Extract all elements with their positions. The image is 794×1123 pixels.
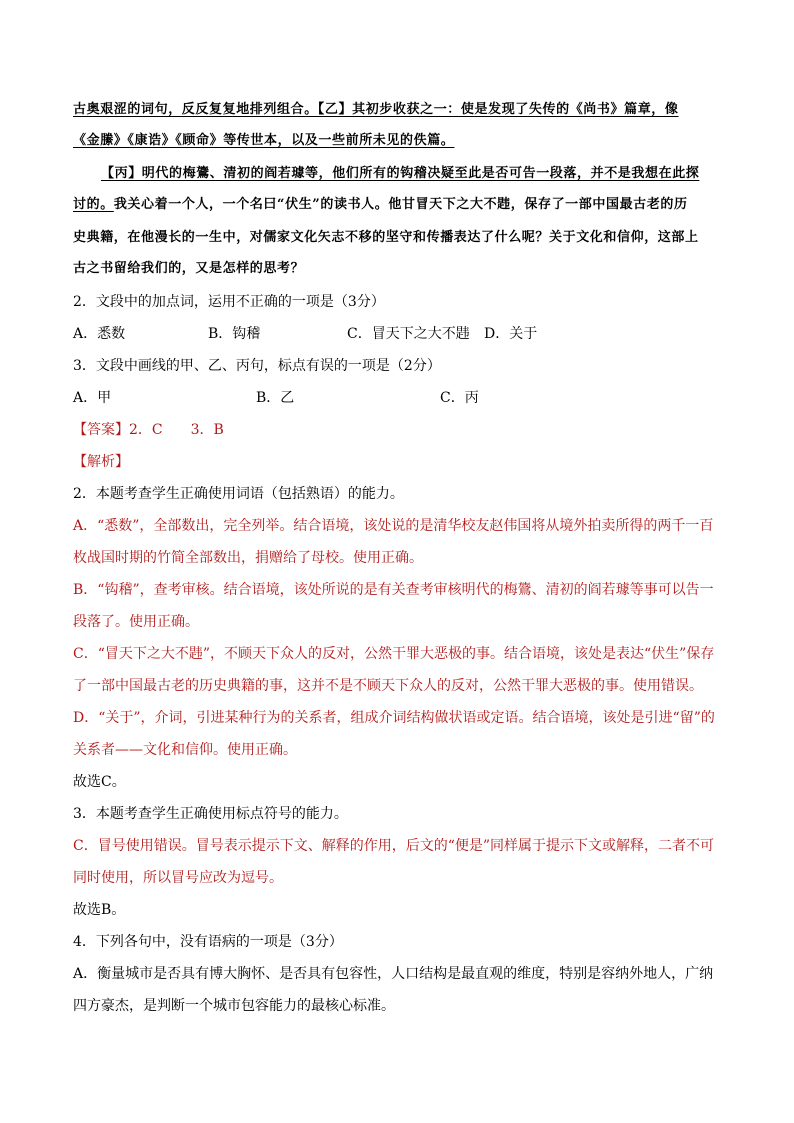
passage-line-3 xyxy=(101,164,699,184)
passage-line-5: 史典籍，在他漫长的一生中，对儒家文化矢志不移的坚守和传播表达了什么呢？关于文化和信仰，这部上 xyxy=(73,230,699,245)
analysis-q2-option-b-line2: 段落了。使用正确。 xyxy=(73,614,199,630)
q4-option-a-line2: 四方豪杰，是判断一个城市包容能力的最核心标准。 xyxy=(73,998,395,1014)
analysis-q3-option-c-line1: C．冒号使用错误。冒号表示提示下文、解释的作用，后文的“便是”同样属于提示下文或解释，二者不可 xyxy=(73,838,715,854)
underlined-sentence-yi-end: 《金縢》《康诰》《顾命》等传世本，以及一些前所未见的佚篇。 xyxy=(73,133,455,148)
analysis-q2-option-d-line1: D．“关于”，介词，引进某种行为的关系者，组成介词结构做状语或定语。结合语境，该处是引进“留”的 xyxy=(73,710,715,726)
q3-option-a: A．甲 xyxy=(73,390,112,406)
analysis-q2-option-a-line1: A．“悉数”，全部数出，完全列举。结合语境，该处说的是清华校友赵伟国将从境外拍卖所得的两千一百 xyxy=(73,518,714,534)
q2-option-c: C．冒天下之大不韪 xyxy=(347,326,470,342)
analysis-label xyxy=(73,452,129,472)
analysis-q3-option-c-line2: 同时使用，所以冒号应改为逗号。 xyxy=(73,870,283,886)
analysis-q3-conclusion: 故选B。 xyxy=(73,902,126,918)
underlined-sentence-bing-end: 讨的。 xyxy=(73,197,114,212)
q2-option-b: B．钩稽 xyxy=(208,326,261,342)
analysis-q2-conclusion: 故选C。 xyxy=(73,774,126,790)
q3-option-b: B．乙 xyxy=(256,390,295,406)
q2-option-d: D．关于 xyxy=(484,326,538,342)
passage-line-4 xyxy=(73,195,688,215)
analysis-q2-option-c-line1: C．“冒天下之大不韪”，不顾天下众人的反对，公然干罪大恶极的事。结合语境，该处是表达“伏生”保存 xyxy=(73,646,715,662)
analysis-q2-intro: 2．本题考查学生正确使用词语（包括熟语）的能力。 xyxy=(73,486,404,502)
passage-line-1 xyxy=(73,100,679,120)
answer-value: 2．C 3．B xyxy=(129,422,224,438)
answer-line xyxy=(73,420,224,440)
question-2-stem: 2．文段中的加点词，运用不正确的一项是（3分） xyxy=(73,294,385,310)
passage-line-6: 古之书留给我们的，又是怎样的思考？ xyxy=(73,261,305,276)
passage-text: 我关心着一个人，一个名曰“伏生”的读书人。他甘冒天下之大不韪，保存了一部中国最古老的历 xyxy=(113,197,688,212)
underlined-sentence-yi: 古奥艰涩的词句，反反复复地排列组合。【乙】其初步收获之一：使是发现了失传的《尚书》篇章，像 xyxy=(73,102,679,117)
analysis-q3-intro: 3．本题考查学生正确使用标点符号的能力。 xyxy=(73,806,348,822)
underlined-sentence-bing: 【丙】明代的梅鷟、清初的阎若璩等，他们所有的钩稽决疑至此是否可告一段落，并不是我想在此探 xyxy=(101,166,700,181)
answer-label: 【答案】 xyxy=(73,422,129,438)
analysis-label-text: 【解析】 xyxy=(73,454,129,470)
passage-line-2 xyxy=(73,131,454,151)
q3-option-c: C．丙 xyxy=(440,390,479,406)
analysis-q2-option-c-line2: 了一部中国最古老的历史典籍的事，这并不是不顾天下众人的反对，公然干罪大恶极的事。使用错误。 xyxy=(73,678,703,694)
analysis-q2-option-d-line2: 关系者——文化和信仰。使用正确。 xyxy=(73,742,297,758)
q2-option-a: A．悉数 xyxy=(73,326,126,342)
analysis-q2-option-a-line2: 枚战国时期的竹简全部数出，捐赠给了母校。使用正确。 xyxy=(73,550,423,566)
question-3-stem: 3．文段中画线的甲、乙、丙句，标点有误的一项是（2分） xyxy=(73,358,441,374)
analysis-q2-option-b-line1: B．“钩稽”，查考审核。结合语境，该处所说的是有关查考审核明代的梅鷟、清初的阎若璩等事可以告一 xyxy=(73,582,714,598)
question-4-stem: 4．下列各句中，没有语病的一项是（3分） xyxy=(73,934,343,950)
q4-option-a-line1: A．衡量城市是否具有博大胸怀、是否具有包容性，人口结构是最直观的维度，特别是容纳外地人，广纳 xyxy=(73,966,714,982)
